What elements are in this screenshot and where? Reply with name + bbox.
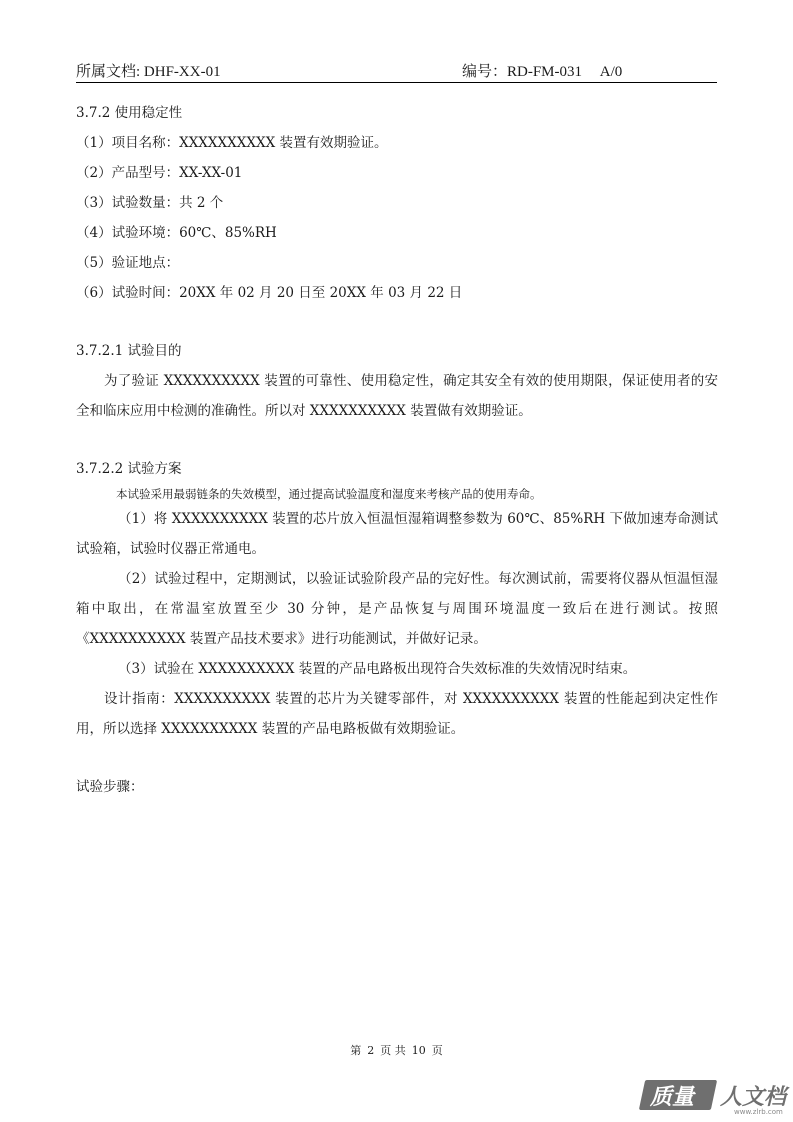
footer-prefix: 第 — [350, 1044, 362, 1057]
watermark-url: www.zlrb.com — [734, 1108, 783, 1116]
item-environment: （4）试验环境：60℃、85%RH — [76, 225, 277, 241]
section-title: 3.7.2 使用稳定性 — [76, 105, 183, 121]
steps-label: 试验步骤： — [76, 779, 144, 795]
watermark-text-1: 质量 — [650, 1085, 695, 1110]
plan-title: 3.7.2.2 试验方案 — [76, 461, 182, 477]
footer-middle: 页 共 — [380, 1044, 406, 1057]
item-time: （6）试验时间：20XX 年 02 月 20 日至 20XX 年 03 月 22 日 — [76, 285, 463, 301]
item-location: （5）验证地点： — [76, 255, 180, 271]
document-body — [76, 98, 718, 802]
header-code — [462, 60, 622, 81]
watermark-text-2: 人文档 — [720, 1085, 787, 1110]
purpose-title: 3.7.2.1 试验目的 — [76, 343, 182, 359]
plan-intro: 本试验采用最弱链条的失效模型，通过提高试验温度和湿度来考核产品的使用寿命。 — [116, 487, 542, 501]
header-document: 所属文档: DHF-XX-01 — [76, 64, 221, 80]
header-revision: A/0 — [599, 64, 623, 80]
plan-step-1: （1）将 XXXXXXXXXX 装置的芯片放入恒温恒湿箱调整参数为 60℃、85%RH 下做加速寿命测试试验箱，试验时仪器正常通电。 — [76, 511, 718, 557]
design-guide: 设计指南：XXXXXXXXXX 装置的芯片为关键零部件，对 XXXXXXXXXX 装置的性能起到决定性作用，所以选择 XXXXXXXXXX 装置的产品电路板做有效期验证。 — [76, 691, 718, 737]
plan-step-2: （2）试验过程中，定期测试，以验证试验阶段产品的完好性。每次测试前，需要将仪器从恒温恒湿箱中取出，在常温室放置至少 30 分钟，是产品恢复与周围环境温度一致后在进行测试。按照《XXXXXXXXXX 装置产品技术要求》进行功能测试，并做好记录。 — [76, 571, 718, 647]
plan-step-3: （3）试验在 XXXXXXXXXX 装置的产品电路板出现符合失效标准的失效情况时结束。 — [118, 661, 637, 677]
purpose-text: 为了验证 XXXXXXXXXX 装置的可靠性、使用稳定性，确定其安全有效的使用期限，保证使用者的安全和临床应用中检测的准确性。所以对 XXXXXXXXXX 装置做有效期验证。 — [76, 373, 718, 419]
header-number: 编号：RD-FM-031 — [462, 64, 583, 80]
footer-suffix: 页 — [431, 1044, 443, 1057]
page-footer — [0, 1042, 793, 1058]
footer-total: 10 — [411, 1044, 426, 1057]
footer-page: 2 — [367, 1044, 375, 1057]
watermark-logo — [642, 1076, 788, 1118]
item-model: （2）产品型号：XX-XX-01 — [76, 165, 243, 181]
item-project-name: （1）项目名称：XXXXXXXXXX 装置有效期验证。 — [76, 135, 388, 151]
page-header — [76, 58, 717, 83]
item-quantity: （3）试验数量：共 2 个 — [76, 195, 224, 211]
